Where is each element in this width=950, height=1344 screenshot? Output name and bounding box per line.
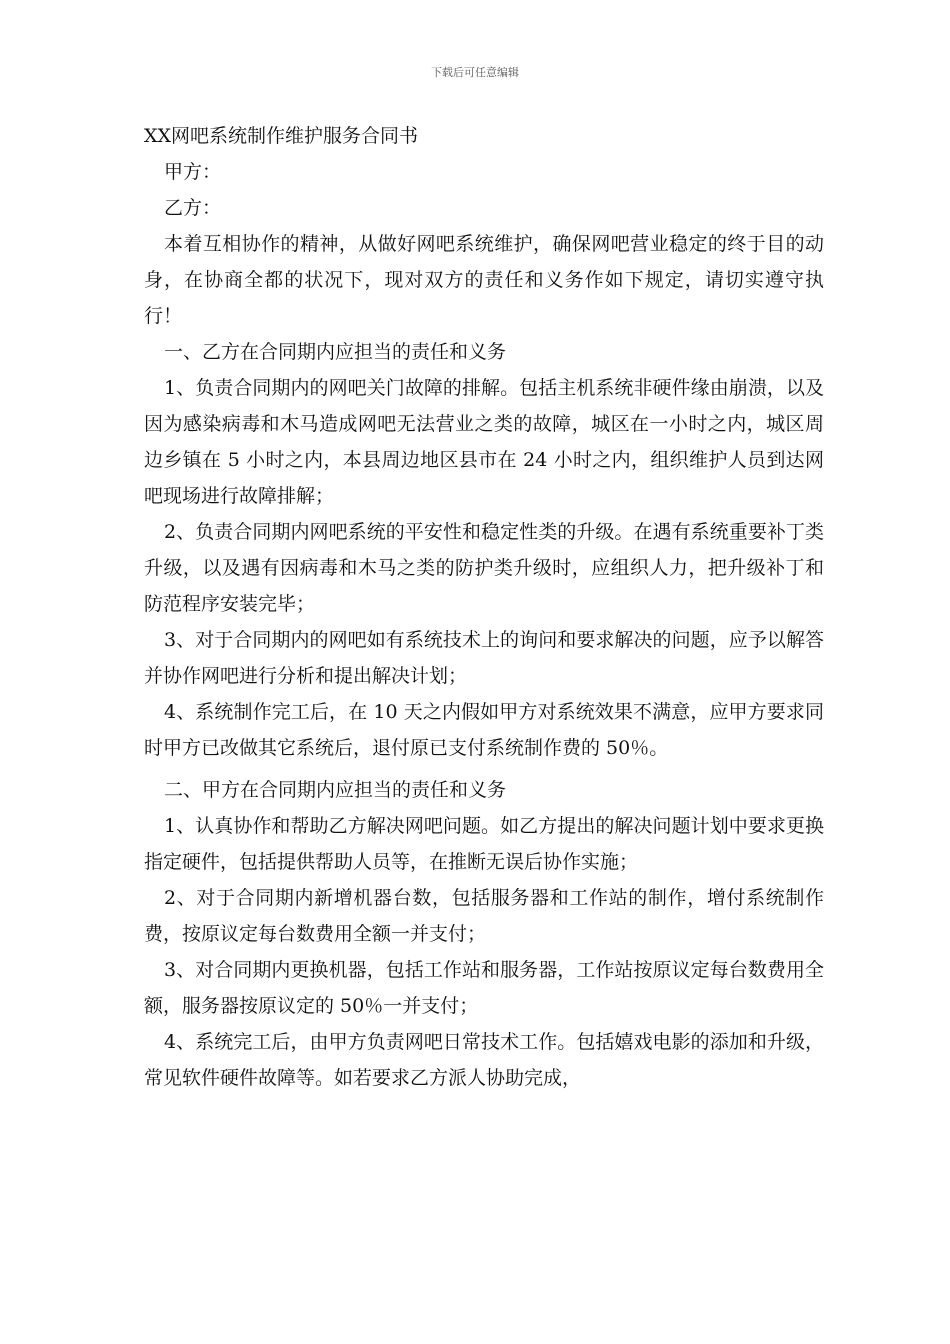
section1-item: 4、系统制作完工后，在 10 天之内假如甲方对系统效果不满意，应甲方要求同时甲方已改做其它系统后，退付原已支付系统制作费的 50％。 (144, 701, 824, 759)
section1-item: 1、负责合同期内的网吧关门故障的排解。包括主机系统非硬件缘由崩溃，以及因为感染病毒和木马造成网吧无法营业之类的故障，城区在一小时之内，城区周边乡镇在 5 小时之内，本县周边地区县市在 24 小时之内，组织维护人员到达网吧现场进行故障排解； (144, 377, 824, 507)
section1-item: 3、对于合同期内的网吧如有系统技术上的询问和要求解决的问题，应予以解答并协作网吧进行分析和提出解决计划； (144, 629, 824, 687)
section2-item: 2、对于合同期内新增机器台数，包括服务器和工作站的制作，增付系统制作费，按原议定每台数费用全额一并支付； (144, 887, 824, 945)
section1-heading: 一、乙方在合同期内应担当的责任和义务 (164, 341, 507, 363)
section2-item: 1、认真协作和帮助乙方解决网吧问题。如乙方提出的解决问题计划中要求更换指定硬件，包括提供帮助人员等，在推断无误后协作实施； (144, 815, 824, 873)
intro-paragraph: 本着互相协作的精神，从做好网吧系统维护，确保网吧营业稳定的终于目的动身，在协商全都的状况下，现对双方的责任和义务作如下规定，请切实遵守执行！ (144, 233, 824, 327)
party-b-label: 乙方： (164, 197, 222, 219)
section2-item: 3、对合同期内更换机器，包括工作站和服务器，工作站按原议定每台数费用全额，服务器按原议定的 50％一并支付； (144, 959, 824, 1017)
header-note: 下载后可任意编辑 (431, 66, 519, 79)
section2-heading: 二、甲方在合同期内应担当的责任和义务 (164, 779, 507, 801)
document-body (144, 118, 824, 1096)
section2-item: 4、系统完工后，由甲方负责网吧日常技术工作。包括嬉戏电影的添加和升级，常见软件硬件故障等。如若要求乙方派人协助完成， (144, 1031, 824, 1089)
party-a-label: 甲方： (164, 161, 222, 183)
document-title: XX网吧系统制作维护服务合同书 (144, 125, 419, 147)
section1-item: 2、负责合同期内网吧系统的平安性和稳定性类的升级。在遇有系统重要补丁类升级，以及遇有因病毒和木马之类的防护类升级时，应组织人力，把升级补丁和防范程序安装完毕； (144, 521, 824, 615)
